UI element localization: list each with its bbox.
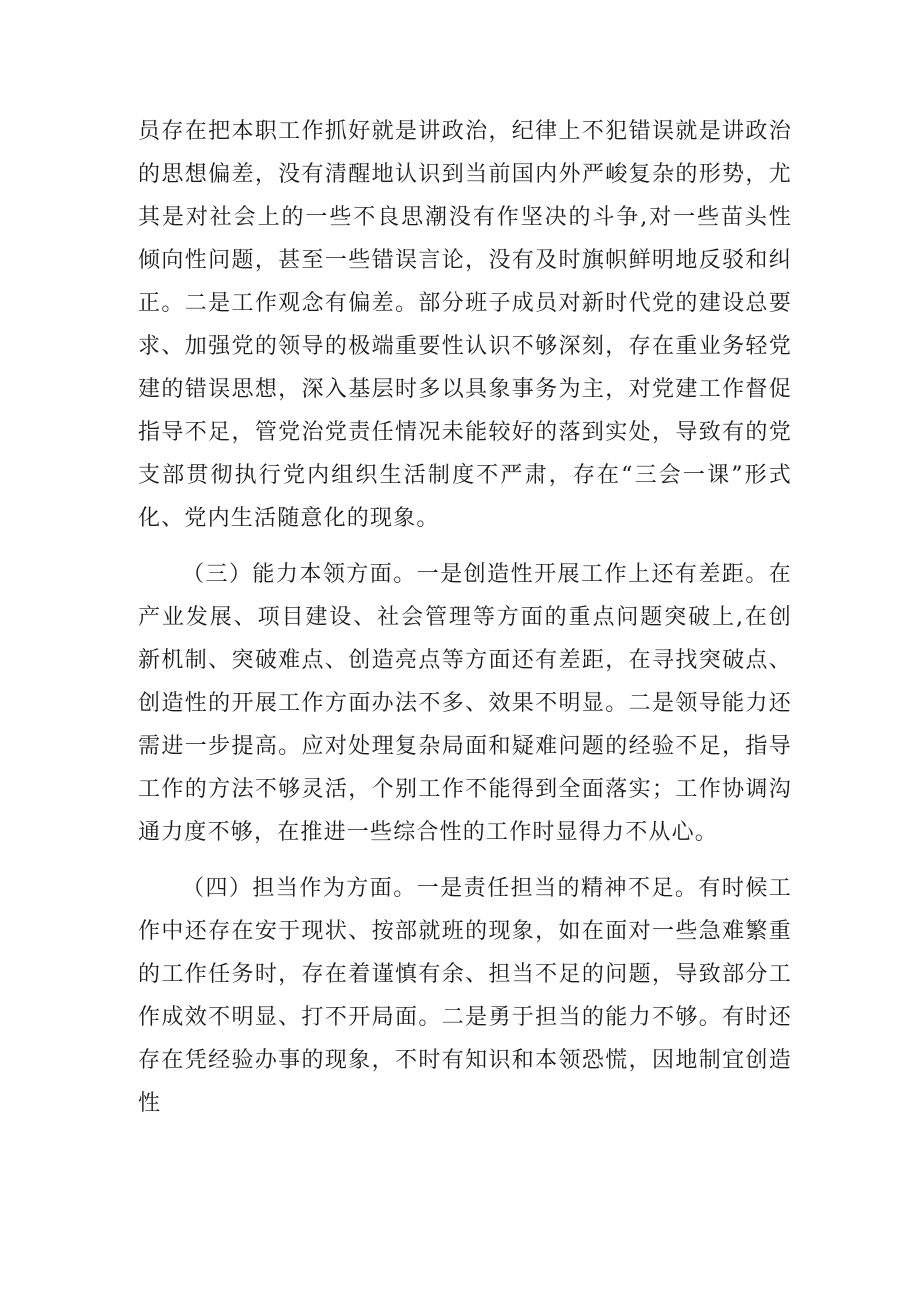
paragraph-continuation: 员存在把本职工作抓好就是讲政治，纪律上不犯错误就是讲政治的思想偏差，没有清醒地认识到当前国内外严峻复杂的形势，尤其是对社会上的一些不良思潮没有作坚决的斗争,对一些苗头性倾向性问题，甚至一些错误言论，没有及时旗帜鲜明地反驳和纠正。二是工作观念有偏差。部分班子成员对新时代党的建设总要求、加强党的领导的极端重要性认识不够深刻，存在重业务轻党建的错误思想，深入基层时多以具象事务为主，对党建工作督促指导不足，管党治党责任情况未能较好的落到实处，导致有的党支部贯彻执行党内组织生活制度不严肃，存在“三会一课”形式化、党内生活随意化的现象。 — [138, 119, 792, 531]
document-body — [138, 110, 792, 1138]
paragraph-ability-section: （三）能力本领方面。一是创造性开展工作上还有差距。在产业发展、项目建设、社会管理等方面的重点问题突破上,在创新机制、突破难点、创造亮点等方面还有差距，在寻找突破点、创造性的开展工作方面办法不多、效果不明显。二是领导能力还需进一步提高。应对处理复杂局面和疑难问题的经验不足，指导工作的方法不够灵活，个别工作不能得到全面落实；工作协调沟通力度不够，在推进一些综合性的工作时显得力不从心。 — [138, 562, 792, 845]
paragraph-responsibility-section: （四）担当作为方面。一是责任担当的精神不足。有时候工作中还存在安于现状、按部就班的现象，如在面对一些急难繁重的工作任务时，存在着谨慎有余、担当不足的问题，导致部分工作成效不明显、打不开局面。二是勇于担当的能力不够。有时还存在凭经验办事的现象，不时有知识和本领恐慌，因地制宜创造性 — [138, 876, 792, 1116]
